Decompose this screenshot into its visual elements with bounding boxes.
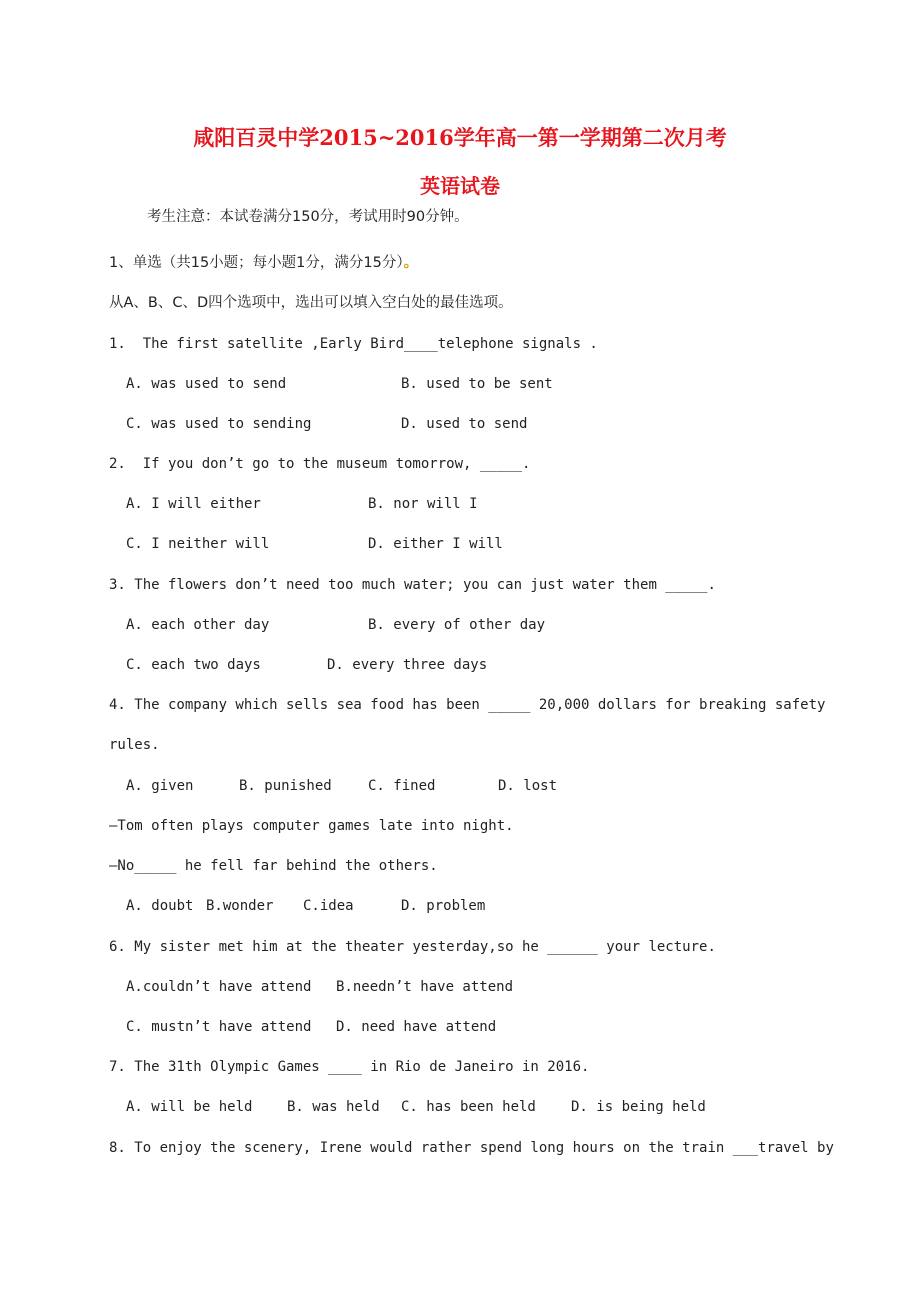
question-stem: 8. To enjoy the scenery, Irene would rather spend long hours on the train ___travel by xyxy=(109,1140,834,1156)
option-b: B. used to be sent xyxy=(401,376,553,392)
option-c: C. was used to sending xyxy=(126,416,312,432)
option-d: D. either I will xyxy=(368,536,503,552)
option-c: C. fined xyxy=(368,778,436,794)
option-b: B.needn’t have attend xyxy=(336,979,514,995)
question-stem: 7. The 31th Olympic Games ____ in Rio de Janeiro in 2016. xyxy=(109,1059,590,1075)
option-b: B. every of other day xyxy=(368,617,546,633)
option-b: B.wonder xyxy=(206,898,274,914)
dialog-line: —Tom often plays computer games late into night. xyxy=(109,818,514,834)
section-heading-dot: 。 xyxy=(403,255,419,271)
option-c: C. has been held xyxy=(401,1099,536,1115)
option-a: A.couldn’t have attend xyxy=(126,979,312,995)
exam-title: 咸阳百灵中学2015~2016学年高一第一学期第二次月考 xyxy=(193,125,727,150)
question-stem: 6. My sister met him at the theater yesterday,so he ______ your lecture. xyxy=(109,939,716,955)
section-heading-text: 1、单选（共15小题；每小题1分，满分15分） xyxy=(109,255,404,271)
option-d: D. every three days xyxy=(327,657,488,673)
option-b: B. punished xyxy=(239,778,332,794)
option-c: C. mustn’t have attend xyxy=(126,1019,312,1035)
option-a: A. was used to send xyxy=(126,376,287,392)
section-instruction: 从A、B、C、D四个选项中，选出可以填入空白处的最佳选项。 xyxy=(109,295,513,311)
dialog-line: —No_____ he fell far behind the others. xyxy=(109,858,438,874)
question-stem: 2. If you don’t go to the museum tomorrow, _____. xyxy=(109,456,531,472)
option-d: D. lost xyxy=(498,778,558,794)
exam-subtitle: 英语试卷 xyxy=(420,174,500,198)
option-c: C. I neither will xyxy=(126,536,270,552)
option-d: D. is being held xyxy=(571,1099,706,1115)
option-c: C. each two days xyxy=(126,657,261,673)
option-a: A. will be held xyxy=(126,1099,253,1115)
option-b: B. nor will I xyxy=(368,496,478,512)
exam-notice: 考生注意：本试卷满分150分，考试用时90分钟。 xyxy=(147,209,469,225)
option-a: A. doubt xyxy=(126,898,194,914)
option-b: B. was held xyxy=(287,1099,380,1115)
option-d: D. used to send xyxy=(401,416,528,432)
option-c: C.idea xyxy=(303,898,354,914)
section-heading xyxy=(109,253,418,273)
option-d: D. need have attend xyxy=(336,1019,497,1035)
question-stem: 1. The first satellite ,Early Bird____telephone signals . xyxy=(109,336,598,352)
question-stem-continued: rules. xyxy=(109,737,160,753)
option-a: A. I will either xyxy=(126,496,261,512)
option-d: D. problem xyxy=(401,898,486,914)
option-a: A. each other day xyxy=(126,617,270,633)
question-stem: 3. The flowers don’t need too much water; you can just water them _____. xyxy=(109,577,716,593)
option-a: A. given xyxy=(126,778,194,794)
question-stem: 4. The company which sells sea food has been _____ 20,000 dollars for breaking safety xyxy=(109,697,826,713)
